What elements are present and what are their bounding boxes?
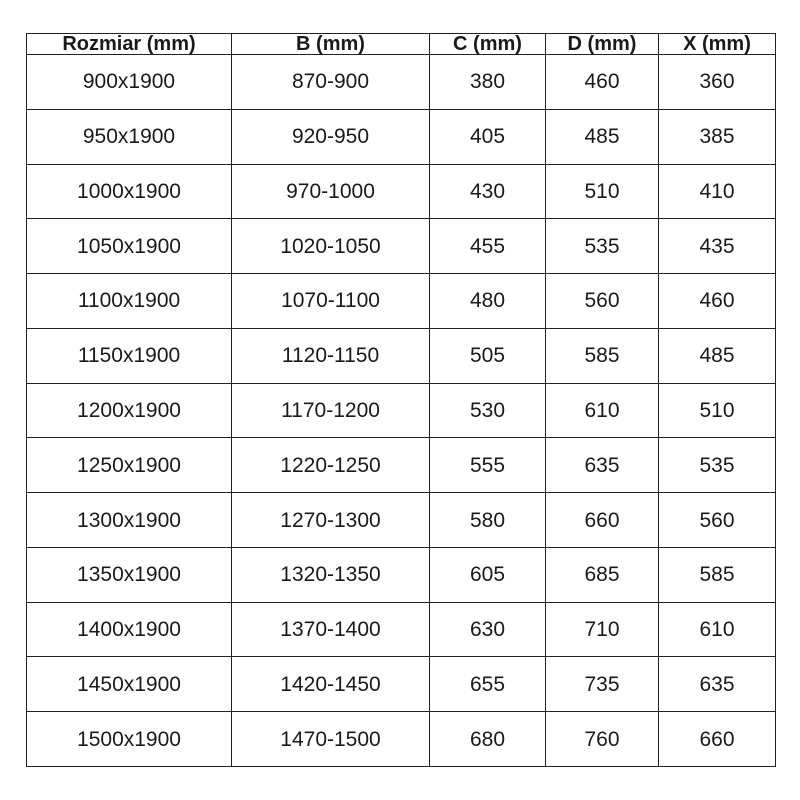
table-row — [27, 438, 776, 493]
cell-c: 455 — [430, 219, 546, 274]
cell-d: 585 — [546, 328, 659, 383]
cell-x: 635 — [659, 657, 776, 712]
cell-d: 760 — [546, 712, 659, 767]
cell-c: 555 — [430, 438, 546, 493]
cell-size: 1350x1900 — [27, 547, 232, 602]
table-row — [27, 657, 776, 712]
cell-x: 410 — [659, 164, 776, 219]
cell-d: 685 — [546, 547, 659, 602]
cell-size: 1250x1900 — [27, 438, 232, 493]
cell-x: 660 — [659, 712, 776, 767]
cell-c: 580 — [430, 493, 546, 548]
cell-b: 1420-1450 — [232, 657, 430, 712]
cell-d: 535 — [546, 219, 659, 274]
size-table — [26, 33, 776, 767]
cell-size: 900x1900 — [27, 55, 232, 110]
table-body — [27, 55, 776, 767]
table-header — [27, 34, 776, 55]
table-row — [27, 55, 776, 110]
cell-b: 870-900 — [232, 55, 430, 110]
cell-b: 1320-1350 — [232, 547, 430, 602]
cell-size: 1450x1900 — [27, 657, 232, 712]
cell-x: 385 — [659, 109, 776, 164]
cell-d: 560 — [546, 274, 659, 329]
cell-d: 710 — [546, 602, 659, 657]
cell-x: 560 — [659, 493, 776, 548]
table-row — [27, 109, 776, 164]
column-header-c: C (mm) — [430, 34, 546, 55]
cell-b: 1170-1200 — [232, 383, 430, 438]
cell-x: 360 — [659, 55, 776, 110]
cell-d: 735 — [546, 657, 659, 712]
cell-c: 505 — [430, 328, 546, 383]
cell-size: 1300x1900 — [27, 493, 232, 548]
column-header-x: X (mm) — [659, 34, 776, 55]
cell-b: 970-1000 — [232, 164, 430, 219]
cell-x: 435 — [659, 219, 776, 274]
cell-d: 510 — [546, 164, 659, 219]
cell-size: 950x1900 — [27, 109, 232, 164]
cell-size: 1050x1900 — [27, 219, 232, 274]
cell-d: 485 — [546, 109, 659, 164]
table-row — [27, 602, 776, 657]
cell-x: 510 — [659, 383, 776, 438]
cell-c: 430 — [430, 164, 546, 219]
cell-b: 1370-1400 — [232, 602, 430, 657]
table-row — [27, 712, 776, 767]
cell-size: 1400x1900 — [27, 602, 232, 657]
cell-c: 655 — [430, 657, 546, 712]
cell-c: 605 — [430, 547, 546, 602]
cell-size: 1000x1900 — [27, 164, 232, 219]
cell-c: 630 — [430, 602, 546, 657]
cell-size: 1200x1900 — [27, 383, 232, 438]
cell-c: 380 — [430, 55, 546, 110]
cell-x: 610 — [659, 602, 776, 657]
cell-d: 610 — [546, 383, 659, 438]
cell-size: 1100x1900 — [27, 274, 232, 329]
cell-b: 1020-1050 — [232, 219, 430, 274]
cell-c: 405 — [430, 109, 546, 164]
cell-size: 1150x1900 — [27, 328, 232, 383]
table-row — [27, 219, 776, 274]
cell-c: 530 — [430, 383, 546, 438]
cell-b: 1120-1150 — [232, 328, 430, 383]
cell-b: 1470-1500 — [232, 712, 430, 767]
cell-d: 460 — [546, 55, 659, 110]
cell-x: 585 — [659, 547, 776, 602]
cell-d: 635 — [546, 438, 659, 493]
cell-b: 1270-1300 — [232, 493, 430, 548]
cell-x: 460 — [659, 274, 776, 329]
cell-d: 660 — [546, 493, 659, 548]
header-row — [27, 34, 776, 55]
table-row — [27, 328, 776, 383]
table-row — [27, 493, 776, 548]
column-header-size: Rozmiar (mm) — [27, 34, 232, 55]
table-row — [27, 383, 776, 438]
cell-b: 1070-1100 — [232, 274, 430, 329]
cell-b: 920-950 — [232, 109, 430, 164]
cell-c: 480 — [430, 274, 546, 329]
cell-b: 1220-1250 — [232, 438, 430, 493]
table-row — [27, 547, 776, 602]
table-row — [27, 274, 776, 329]
column-header-d: D (mm) — [546, 34, 659, 55]
table-row — [27, 164, 776, 219]
column-header-b: B (mm) — [232, 34, 430, 55]
cell-c: 680 — [430, 712, 546, 767]
cell-x: 485 — [659, 328, 776, 383]
cell-x: 535 — [659, 438, 776, 493]
cell-size: 1500x1900 — [27, 712, 232, 767]
